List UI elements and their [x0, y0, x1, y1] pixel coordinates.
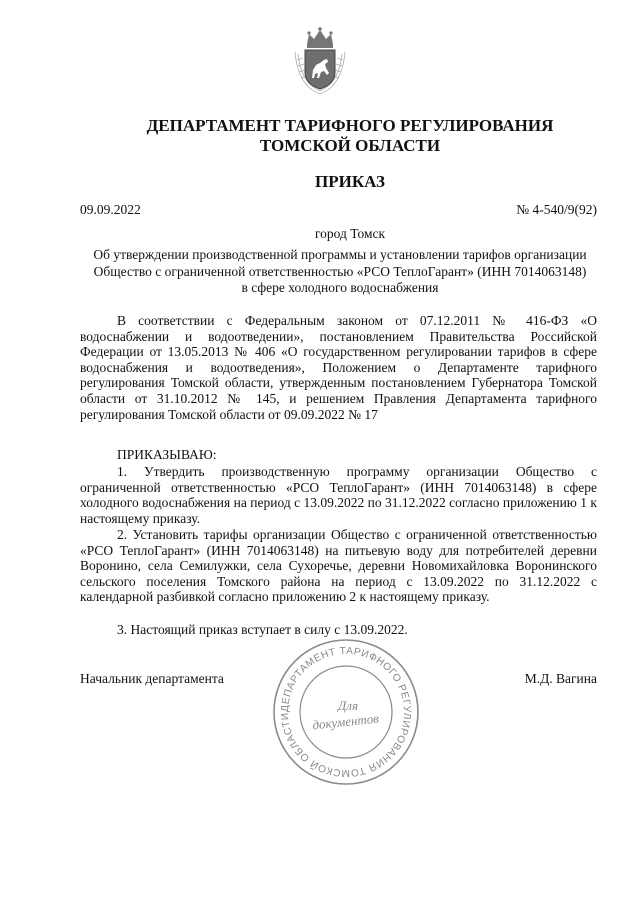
- signatory-name: М.Д. Вагина: [524, 671, 597, 686]
- signatory-role: Начальник департамента: [80, 671, 224, 686]
- order-word: ПРИКАЗЫВАЮ:: [117, 447, 217, 462]
- official-stamp: [268, 634, 424, 790]
- department-name: ДЕПАРТАМЕНТ ТАРИФНОГО РЕГУЛИРОВАНИЯ: [146, 116, 554, 135]
- order-date: 09.09.2022: [80, 202, 141, 217]
- subject-line: Об утверждении производственной программы и установлении тарифов организации: [93, 247, 587, 262]
- preamble-paragraph: В соответствии с Федеральным законом от 07.12.2011 № 416-ФЗ «О водоснабжении и водоотведении», постановлением Правительства Российской Федерации от 13.05.2013 № 406 «О государственном регулировании тарифов в сфере водоснабжения и водоотведения», Положением о Департаменте тарифного регулирования Томской области, утвержденным постановлением Губернатора Томской области от 31.10.2012 № 145, и решением Правления Департамента тарифного регулирования Томской области от 09.09.2022 № 17: [80, 313, 597, 422]
- region-name: ТОМСКОЙ ОБЛАСТИ: [259, 136, 441, 155]
- subject-line: Общество с ограниченной ответственностью «РСО ТеплоГарант» (ИНН 7014063148): [93, 263, 587, 279]
- stamp-center-line: документов: [311, 710, 380, 733]
- order-item: 1. Утвердить производственную программу организации Общество с ограниченной ответственностью «РСО ТеплоГарант» (ИНН 7014063148) в сфере холодного водоснабжения на период с 13.09.2022 по 31.12.2022 согласно приложению 1 к настоящему приказу.: [80, 464, 597, 526]
- order-subject: [80, 247, 600, 297]
- order-item: 2. Установить тарифы организации Общество с ограниченной ответственностью «РСО ТеплоГарант» (ИНН 7014063148) на питьевую воду для потребителей деревни Воронино, села Семилужки, села Сухоречье, деревни Новомихайловка Воронинского сельского поселения Томского района на период с 13.09.2022 по 31.12.2022 с календарной разбивкой согласно приложению 2 к настоящему приказу.: [80, 527, 597, 605]
- stamp-ring-text: ДЕПАРТАМЕНТ ТАРИФНОГО РЕГУЛИРОВАНИЯ ТОМСКОЙ ОБЛАСТИ: [279, 645, 413, 779]
- stamp-center-line: Для: [338, 698, 358, 713]
- subject-line: в сфере холодного водоснабжения: [241, 280, 439, 295]
- order-item: 3. Настоящий приказ вступает в силу с 13.09.2022.: [117, 622, 408, 637]
- department-title: [80, 116, 620, 156]
- city: город Томск: [314, 226, 386, 241]
- document-type: ПРИКАЗ: [315, 172, 385, 191]
- order-number: № 4-540/9(92): [516, 202, 597, 217]
- tomsk-region-coat-of-arms-icon: [293, 26, 347, 96]
